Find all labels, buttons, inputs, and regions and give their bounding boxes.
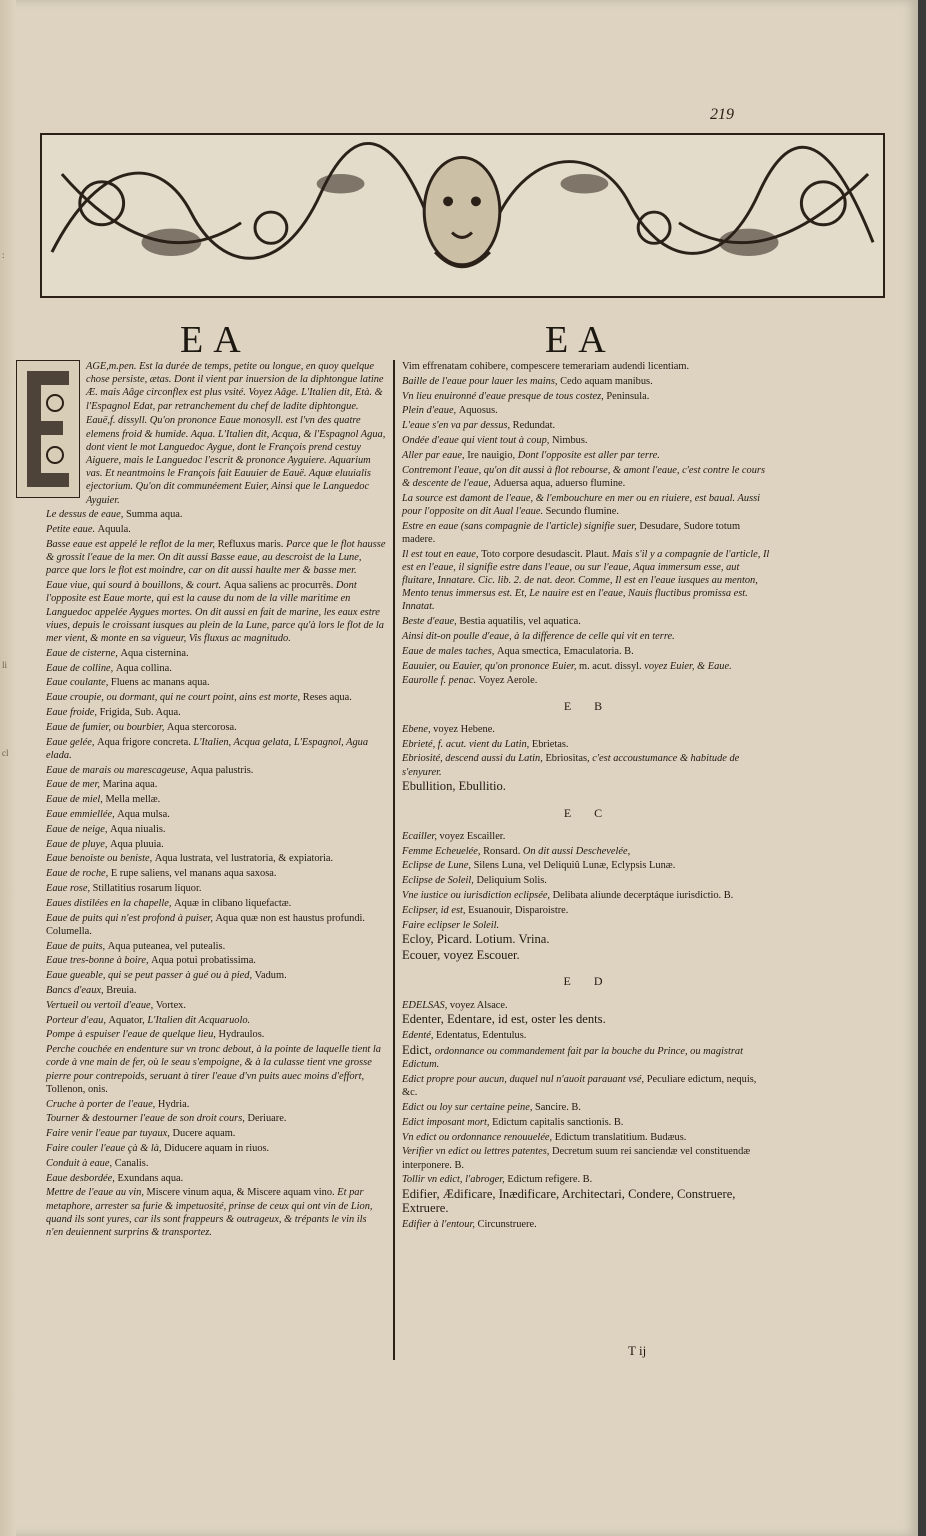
- entry-french: AGE,m.pen.: [86, 361, 140, 372]
- entry-french: Il est tout en eaue,: [402, 548, 482, 560]
- dictionary-entry: [402, 1173, 774, 1186]
- entry-latin: Canalis.: [114, 1157, 149, 1169]
- dictionary-entry: [402, 492, 774, 518]
- entry-french: EDELSAS,: [402, 999, 450, 1011]
- entry-french: Estre en eaue (sans compagnie de l'article) signifie suer,: [402, 520, 640, 532]
- entry-latin: voyez Escailler.: [439, 830, 506, 842]
- entry-gloss: Dont l'opposite est Eaue morte, qui est la cause du nom de la ville maritime en Languedoc appelée Aygues mortes. On dit aussi en fait de marine, les eaux estre viues, depuis le croissant iusques au plein de la Lune, parce qu'à lors le flot de la mer vient, & monte en sa vigueur, Vis fluxus ac magnitudo.: [46, 580, 384, 645]
- dictionary-entry: [46, 999, 386, 1012]
- entry-latin: Aqua mulsa.: [117, 809, 170, 820]
- entry-latin: Sancire. B.: [535, 1101, 581, 1113]
- entry-latin: m. acut. dissyl.: [579, 660, 645, 672]
- dictionary-entry: [46, 912, 386, 938]
- entry-latin: Stillatitius rosarum liquor.: [92, 882, 202, 894]
- dictionary-entry: [46, 691, 386, 704]
- dictionary-entry: [46, 360, 386, 413]
- entry-gloss: Est la durée de temps, petite ou longue, en quoy quelque chose persiste, ætas. Dont il vient par inuersion de la diphtongue latine Æ. mais Aâge circonflex est plus vsité. Voyez Aâge. L'Italien dit, Età. & l'Espagnol Edat, par retranchement du chef de ladite diphtongue.: [86, 361, 384, 412]
- entry-french: Ainsi dit-on poulle d'eaue, à la difference de celle qui vit en terre.: [402, 630, 675, 642]
- entry-french: Aller par eaue,: [402, 449, 468, 461]
- dictionary-entry: [46, 969, 386, 982]
- entry-french: Eaue de puits,: [46, 940, 108, 952]
- dictionary-entry: [46, 706, 386, 719]
- entry-french: Eaue de cisterne,: [46, 647, 121, 659]
- dictionary-entry: [402, 375, 774, 388]
- dictionary-entry: [46, 676, 386, 689]
- entry-french: Tourner & destourner l'eaue de son droit cours,: [46, 1113, 248, 1125]
- dictionary-entry: [402, 859, 774, 872]
- dictionary-entry: [402, 645, 774, 658]
- dictionary-entry: [46, 579, 386, 645]
- dictionary-entry: [402, 949, 774, 963]
- entry-french: Ebene,: [402, 723, 434, 735]
- entry-french: Eclipse de Soleil,: [402, 875, 477, 887]
- entry-french: Eaue de males taches,: [402, 645, 497, 657]
- entry-french: Edict propre pour aucun, duquel nul n'auoit parauant vsé,: [402, 1073, 647, 1085]
- column-rule: [393, 360, 395, 1360]
- right-column: [402, 360, 774, 1233]
- dictionary-entry: [402, 1131, 774, 1144]
- dictionary-entry: [46, 1014, 386, 1027]
- entry-latin: Exundans aqua.: [117, 1172, 184, 1184]
- running-head-left: EA: [180, 319, 251, 361]
- dictionary-entry: [46, 778, 386, 791]
- entry-latin: Toto corpore desudascit. Plaut.: [481, 548, 612, 560]
- entry-latin: Esuanouir, Disparoistre.: [468, 904, 569, 916]
- entry-french: Eaue gueable, qui se peut passer à gué ou à pied,: [46, 970, 255, 982]
- dictionary-entry: [402, 404, 774, 417]
- entry-french: Eaue croupie, ou dormant, qui ne court point, ains est morte,: [46, 692, 303, 704]
- dictionary-entry: [402, 933, 774, 947]
- dictionary-entry: [402, 1188, 774, 1216]
- entry-latin: Bestia aquatilis, vel aquatica.: [459, 616, 581, 628]
- headpiece-ornament-icon: [42, 135, 883, 296]
- entry-french: Verifier vn edict ou lettres patentes,: [402, 1146, 552, 1158]
- entry-gloss: Qu'on prononce Eaue monosyll. est l'vn des quatre elemens froid & humide. Aqua. L'Italien dit, Acqua, & l'Espagnol Agua, dont vient le mot Languedoc Aygue, dont le François prend cestuy Aiguere, mais le Languedoc l'escrit & prononce Ayguiere. Aquarium vas. Et neantmoins le François fait Eauuier de Eauë. Aquæ eluuialis ejectorium. Qu'on dit communéement Euier, Ainsi que le Languedoc Ayguier.: [86, 415, 386, 506]
- entry-french: Eaue froide,: [46, 707, 100, 719]
- entry-gloss: L'Italien, Acqua gelata, L'Espagnol, Agua elada.: [46, 736, 369, 761]
- dictionary-entry: [46, 852, 386, 865]
- dictionary-entry: [402, 449, 774, 462]
- dictionary-entry: [46, 882, 386, 895]
- page-number: 219: [710, 106, 734, 123]
- dictionary-entry: [46, 984, 386, 997]
- dictionary-entry: [402, 874, 774, 887]
- dictionary-entry: [402, 919, 774, 932]
- entry-latin: Miscere vinum aqua, & Miscere aquam vino.: [146, 1187, 338, 1199]
- dictionary-entry: [46, 1172, 386, 1185]
- entry-latin: Deriuare.: [247, 1113, 287, 1125]
- dictionary-entry: [402, 674, 774, 687]
- dictionary-entry: [46, 867, 386, 880]
- entry-gloss: Mais s'il y a compagnie de l'article, Il est en l'eaue, il signifie estre dans l'eaue, ou sur l'eaue, Aqua immersum esse, aut fluitare, Innatare. Cic. lib. 2. de nat. deor. Comme, Il est en l'eaue iusques au menton, Mento tenus immersus est. Et, Le nauire est en l'eaue, Nauis fluctibus promissa est. Innatat.: [402, 548, 770, 613]
- entry-latin: Edict,: [402, 1042, 435, 1057]
- dictionary-entry: [402, 1116, 774, 1129]
- entry-latin: Edentatus, Edentulus.: [436, 1030, 527, 1042]
- entry-latin: Fluens ac manans aqua.: [110, 677, 210, 689]
- entry-latin: Edifier, Ædificare, Inædificare, Architectari, Condere, Construere, Extruere.: [402, 1187, 736, 1216]
- dictionary-entry: [402, 1044, 774, 1071]
- entry-latin: Aqua niualis.: [110, 823, 166, 835]
- dictionary-entry: [402, 615, 774, 628]
- entry-latin: Summa aqua.: [125, 509, 183, 521]
- entry-french: Edict imposant mort,: [402, 1116, 493, 1128]
- entry-latin: voyez Alsace.: [449, 999, 508, 1011]
- dictionary-entry: [46, 1112, 386, 1125]
- entry-french: Eaue de neige,: [46, 823, 111, 835]
- entry-french: La source est damont de l'eaue, & l'embouchure en mer ou en riuiere, est baual. Aussi pour l'opposite on dit Aual l'eaue.: [402, 492, 761, 517]
- entry-french: Eaue de pluye,: [46, 838, 111, 850]
- entry-latin: Ebriositas,: [545, 753, 593, 765]
- entry-french: Eaue viue, qui sourd à bouillons, & court.: [46, 580, 224, 592]
- entry-french: Eaue de miel,: [46, 794, 106, 806]
- entry-latin: Desudare, Sudore totum madere.: [402, 520, 741, 545]
- entry-latin: Tollenon, onis.: [46, 1083, 108, 1095]
- dictionary-entry: [402, 1218, 774, 1231]
- entry-latin: Nimbus.: [551, 434, 588, 446]
- entry-latin: Peculiare edictum, nequis, &c.: [402, 1073, 757, 1099]
- entry-latin: Aqua frigore concreta.: [97, 736, 194, 748]
- entry-french: Plein d'eaue,: [402, 405, 459, 417]
- entry-french: Faire couler l'eaue çà & là,: [46, 1142, 165, 1154]
- entry-latin: Aqua collina.: [115, 662, 172, 674]
- dictionary-entry: [402, 360, 774, 373]
- entry-latin: E rupe saliens, vel manans aqua saxosa.: [110, 868, 277, 880]
- ed-entries: [402, 999, 774, 1232]
- dictionary-entry: [46, 1157, 386, 1170]
- entry-french: Eauuier, ou Eauier, qu'on prononce Euier,: [402, 660, 580, 672]
- entry-latin: Ebrietas.: [531, 738, 569, 750]
- entry-french: Vertueil ou vertoil d'eaue,: [46, 999, 156, 1011]
- dictionary-entry: [402, 780, 774, 794]
- dictionary-entry: [402, 1145, 774, 1171]
- entry-latin: Hydraulos.: [218, 1029, 265, 1041]
- entry-french: Perche couchée en endenture sur vn tronc debout, à la pointe de laquelle tient la corde à vne main de fer, où le seau s'empoigne, & à la culasse tient vne grosse pierre pour contrepoids, seruant à tirer l'eaue d'vn puits auec moins d'effort,: [46, 1044, 381, 1082]
- entry-french: Eaue de colline,: [46, 662, 116, 674]
- dictionary-entry: [402, 1073, 774, 1099]
- entry-latin: Redundat.: [512, 420, 556, 432]
- entry-latin: Vadum.: [254, 970, 287, 982]
- entry-latin: Ecouer, voyez Escouer.: [402, 948, 520, 963]
- entry-french: Mettre de l'eaue au vin,: [46, 1187, 147, 1199]
- eb-entries: [402, 723, 774, 795]
- entry-french: Cruche à porter de l'eaue,: [46, 1098, 158, 1110]
- dictionary-entry: [402, 520, 774, 546]
- entry-latin: Reses aqua.: [302, 692, 352, 704]
- entry-latin: Diducere aquam in riuos.: [164, 1142, 270, 1154]
- entry-french: Eaue de roche,: [46, 868, 111, 880]
- dictionary-entry: [402, 630, 774, 643]
- dictionary-entry: [402, 845, 774, 858]
- dictionary-entry: [46, 838, 386, 851]
- entry-french: Le dessus de eaue,: [46, 509, 126, 521]
- entry-latin: Aqua pluuia.: [110, 838, 164, 850]
- entry-latin: Ecloy, Picard. Lotium. Vrina.: [402, 932, 550, 947]
- entry-latin: Aqua cisternina.: [120, 647, 189, 659]
- page-edge: [0, 0, 16, 1536]
- dictionary-entry: [46, 508, 386, 521]
- dictionary-entry: [46, 940, 386, 953]
- entry-french: Eaue desbordée,: [46, 1172, 118, 1184]
- dictionary-entry: [46, 538, 386, 578]
- entry-latin: Edictum refigere. B.: [507, 1174, 593, 1186]
- entry-french: Contremont l'eaue, qu'on dit aussi à flot rebourse, & amont l'eaue, c'est contre le cours & descente de l'eaue,: [402, 464, 765, 489]
- left-entries: [46, 360, 386, 1239]
- dictionary-entry: [402, 738, 774, 751]
- entry-gloss: c'est accoustumance & habitude de s'enyurer.: [402, 753, 740, 778]
- entry-latin: Aquator,: [108, 1014, 148, 1026]
- entry-latin: Ronsard.: [483, 845, 523, 857]
- dictionary-entry: [46, 1142, 386, 1155]
- entry-french: Ecailler,: [402, 830, 440, 842]
- entry-french: Faire eclipser le Soleil.: [402, 919, 500, 931]
- margin-fragment: li: [2, 660, 8, 670]
- dictionary-entry: [46, 1028, 386, 1041]
- dictionary-entry: [402, 390, 774, 403]
- entry-french: Vn lieu enuironné d'eaue presque de tous costez,: [402, 390, 607, 402]
- dictionary-entry: [402, 1013, 774, 1027]
- dictionary-entry: [46, 897, 386, 910]
- signature-mark: T ij: [628, 1343, 647, 1358]
- dictionary-entry: [46, 662, 386, 675]
- dictionary-entry: [402, 464, 774, 490]
- entry-latin: Frigida, Sub. Aqua.: [99, 707, 181, 719]
- entry-french: Bancs d'eaux,: [46, 984, 107, 996]
- entry-french: Baille de l'eaue pour lauer les mains,: [402, 375, 561, 387]
- initial-e-icon: [17, 361, 79, 497]
- dictionary-entry: [46, 647, 386, 660]
- entry-latin: Voyez Aerole.: [478, 675, 538, 687]
- running-head-right: EA: [545, 319, 616, 361]
- entry-latin: Vortex.: [155, 999, 186, 1011]
- entry-french: Eaue rose,: [46, 882, 93, 894]
- entry-latin: Aquosus.: [458, 405, 498, 417]
- entry-latin: Aqua potui probatissima.: [151, 955, 256, 967]
- entry-latin: Hydria.: [157, 1098, 190, 1110]
- entry-latin: Cedo aquam manibus.: [560, 375, 653, 387]
- entry-latin: Aquæ in clibano liquefactæ.: [174, 897, 292, 909]
- entry-french: Eaurolle f. penac.: [402, 675, 479, 687]
- entry-french: Edifier à l'entour,: [402, 1219, 478, 1231]
- entry-french: Basse eaue est appelé le reflot de la mer,: [46, 539, 218, 551]
- entry-french: Tollir vn edict, l'abroger,: [402, 1174, 508, 1186]
- entry-latin: Aqua smectica, Emaculatoria. B.: [496, 645, 634, 657]
- dictionary-entry: [402, 1101, 774, 1114]
- entry-latin: Secundo flumine.: [545, 505, 619, 517]
- right-entries-ea: [402, 360, 774, 688]
- entry-french: Ebrieté, f. acut. vient du Latin,: [402, 738, 532, 750]
- entry-latin: Aduersa aqua, aduerso flumine.: [493, 477, 626, 489]
- entry-french: Petite eaue.: [46, 524, 98, 536]
- entry-french: Eclipse de Lune,: [402, 860, 474, 872]
- section-head-ec: E C: [563, 805, 613, 820]
- entry-latin: Aqua saliens ac procurrês.: [223, 580, 336, 592]
- entry-french: Eaue de mer,: [46, 779, 103, 791]
- dictionary-entry: [46, 1186, 386, 1239]
- dictionary-entry: [402, 1029, 774, 1042]
- entry-latin: Decretum suum rei sanciendæ vel constituendæ interponere. B.: [402, 1146, 751, 1171]
- entry-french: Edict ou loy sur certaine peine,: [402, 1101, 536, 1113]
- entry-gloss: Parce que le flot hausse & grossit l'eaue de la mer. On dit aussi Basse eaue, au descroist de la Lune, parce que lors le flot est moindre, car on dit aussi haulte mer & basse mer.: [46, 539, 386, 577]
- ornamental-headpiece: [40, 133, 885, 298]
- dictionary-entry: [402, 419, 774, 432]
- entry-latin: voyez Hebene.: [433, 723, 495, 735]
- entry-french: Vn edict ou ordonnance renouuelée,: [402, 1131, 555, 1143]
- entry-latin: Mella mellæ.: [105, 794, 161, 806]
- entry-latin: Aquula.: [97, 524, 131, 536]
- entry-latin: Edictum capitalis sanctionis. B.: [492, 1116, 624, 1128]
- dictionary-entry: [46, 1098, 386, 1111]
- entry-french: Porteur d'eau,: [46, 1014, 109, 1026]
- dictionary-entry: [46, 1127, 386, 1140]
- dictionary-entry: [46, 954, 386, 967]
- entry-latin: Circunstruere.: [477, 1219, 537, 1231]
- dictionary-entry: [402, 752, 774, 778]
- entry-latin: Aqua quæ non est haustus profundi. Columella.: [46, 912, 366, 937]
- decorated-initial-E: [16, 360, 80, 498]
- left-column: [46, 360, 386, 1241]
- entry-french: Eaues distilées en la chapelle,: [46, 897, 175, 909]
- entry-latin: Peninsula.: [606, 390, 650, 402]
- entry-latin: Edenter, Edentare, id est, oster les dents.: [402, 1012, 606, 1027]
- entry-french: Beste d'eaue,: [402, 616, 460, 628]
- entry-french: Femme Echeuelée,: [402, 845, 484, 857]
- entry-french: Pompe à espuiser l'eaue de quelque lieu,: [46, 1029, 219, 1041]
- entry-french: Eaue de fumier, ou bourbier,: [46, 721, 167, 733]
- entry-french: L'eaue s'en va par dessus,: [402, 420, 513, 432]
- entry-french: Ondée d'eaue qui vient tout à coup,: [402, 434, 552, 446]
- entry-gloss: Dont l'opposite est aller par terre.: [517, 449, 660, 461]
- entry-french: Eaue gelée,: [46, 736, 98, 748]
- entry-gloss: L'Italien dit Acquaruolo.: [147, 1014, 251, 1026]
- dictionary-entry: [46, 793, 386, 806]
- dictionary-entry: [46, 1043, 386, 1096]
- entry-latin: Aqua lustrata, vel lustratoria, & expiatoria.: [154, 853, 334, 865]
- entry-french: Conduit à eaue,: [46, 1157, 115, 1169]
- entry-french: Faire venir l'eaue par tuyaux,: [46, 1128, 173, 1140]
- dictionary-entry: [46, 823, 386, 836]
- dictionary-entry: [46, 721, 386, 734]
- ec-entries: [402, 830, 774, 964]
- entry-french: Eaue coulante,: [46, 677, 111, 689]
- dictionary-entry: [402, 889, 774, 902]
- dictionary-entry: [402, 904, 774, 917]
- entry-french: Edenté,: [402, 1030, 437, 1042]
- entry-latin: Aqua stercorosa.: [166, 721, 237, 733]
- entry-gloss: ordonnance ou commandement fait par la bouche du Prince, ou magistrat Edictum.: [402, 1045, 743, 1071]
- entry-latin: Aqua puteanea, vel putealis.: [107, 940, 226, 952]
- entry-latin: Aqua palustris.: [190, 764, 254, 776]
- entry-french: Ebriosité, descend aussi du Latin,: [402, 753, 546, 765]
- margin-fragment: cl: [2, 748, 9, 758]
- margin-fragment: :: [2, 250, 5, 260]
- entry-french: Vne iustice ou iurisdiction eclipsée,: [402, 889, 553, 901]
- section-head-eb: E B: [563, 698, 613, 713]
- dictionary-entry: [46, 414, 386, 506]
- entry-gloss: Et par metaphore, arrester sa furie & impetuosité, prinse de ceux qui ont vin de Lion, quand ils sont yures, car ils sont frappeurs & outrageux, & trépants le vin ils n'en deuiennent surprins & transportez.: [46, 1187, 373, 1238]
- entry-french: Eaue benoiste ou beniste,: [46, 853, 155, 865]
- dictionary-entry: [402, 830, 774, 843]
- dictionary-entry: [46, 736, 386, 762]
- entry-french: Eaue tres-bonne à boire,: [46, 955, 152, 967]
- entry-latin: Ire nauigio,: [467, 449, 518, 461]
- entry-french: Eaue de marais ou marescageuse,: [46, 764, 191, 776]
- entry-latin: Delibata aliunde decerptáque iurisdictio. B.: [552, 889, 734, 901]
- entry-french: Eaue de puits qui n'est profond à puiser,: [46, 912, 216, 924]
- entry-latin: Deliquium Solis.: [476, 875, 547, 887]
- dictionary-entry: [46, 523, 386, 536]
- entry-latin: Ducere aquam.: [172, 1128, 236, 1140]
- entry-latin: Marina aqua.: [102, 779, 158, 791]
- entry-latin: Vim effrenatam cohibere, compescere temerariam audendi licentiam.: [402, 361, 690, 372]
- entry-latin: Breuia.: [106, 984, 137, 996]
- entry-latin: Silens Luna, vel Deliquiû Lunæ, Eclypsis Lunæ.: [473, 860, 676, 872]
- section-head-ed: E D: [563, 974, 613, 989]
- dictionary-entry: [402, 999, 774, 1012]
- dictionary-entry: [402, 723, 774, 736]
- entry-french: Eclipser, id est,: [402, 904, 469, 916]
- dictionary-entry: [402, 660, 774, 673]
- entry-latin: Ebullition, Ebullitio.: [402, 779, 506, 794]
- entry-gloss: voyez Euier, & Eaue.: [644, 660, 732, 672]
- entry-french: Eauë,f. dissyll.: [86, 415, 150, 427]
- dictionary-entry: [46, 764, 386, 777]
- entry-french: Eaue emmiellée,: [46, 809, 118, 820]
- entry-gloss: On dit aussi Deschevelée,: [522, 845, 631, 857]
- entry-latin: Refluxus maris.: [217, 539, 286, 551]
- entry-latin: Edictum translatitium. Budæus.: [554, 1131, 687, 1143]
- dictionary-entry: [46, 808, 386, 821]
- dictionary-entry: [402, 548, 774, 614]
- dictionary-entry: [402, 434, 774, 447]
